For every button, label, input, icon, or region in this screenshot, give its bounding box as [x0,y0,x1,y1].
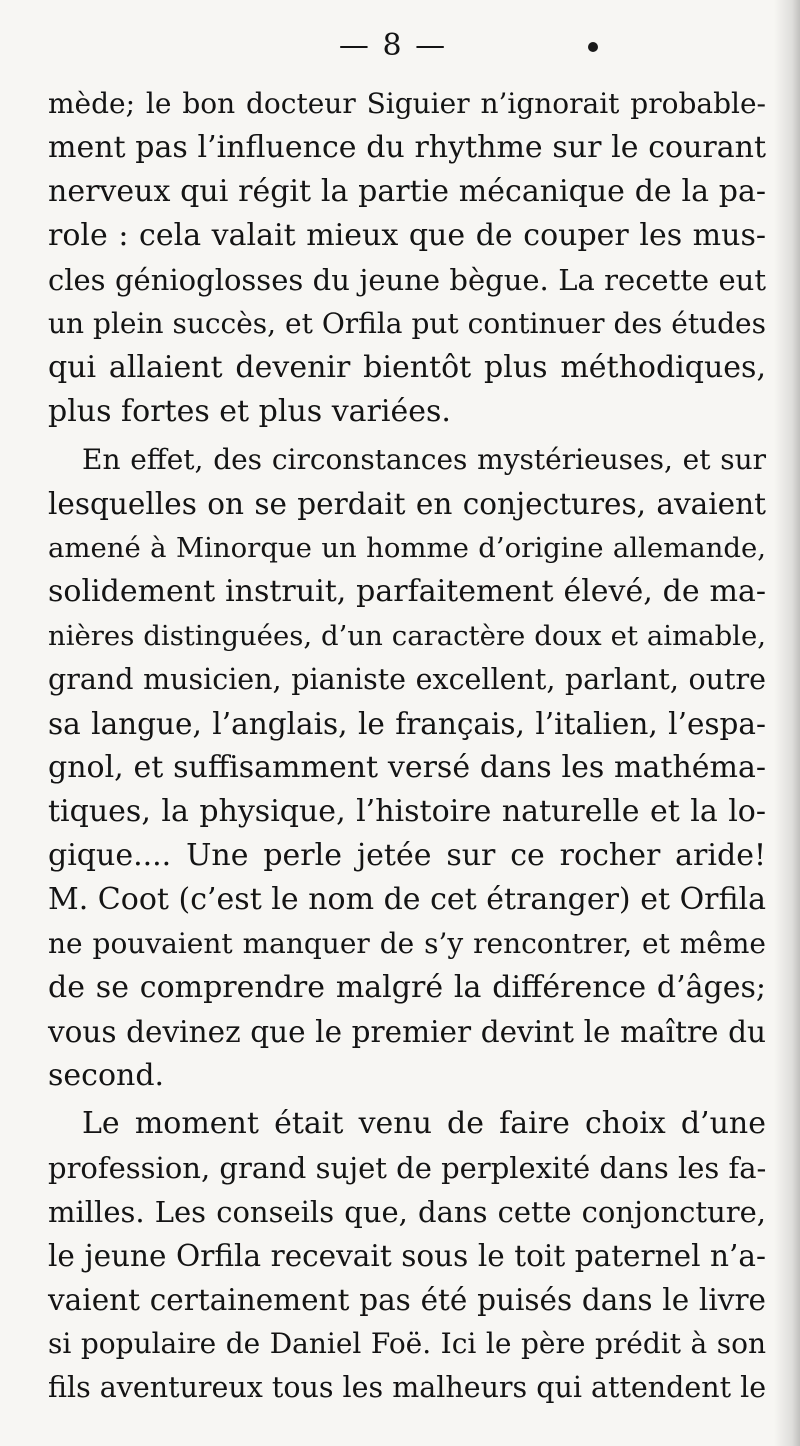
text-line: En effet, des circonstances mystérieuses, et sur [82,443,766,476]
text-line: nières distinguées, d’un caractère doux et aimable, [48,620,766,652]
text-line: vous devinez que le premier devint le maître du [48,1015,766,1049]
text-line: vaient certainement pas été puisés dans le livre [48,1283,766,1317]
text-line: qui allaient devenir bientôt plus méthodiques, [48,350,766,385]
text-line: Le moment était venu de faire choix d’une [82,1106,766,1141]
text-line: si populaire de Daniel Foë. Ici le père prédit à son [48,1327,766,1360]
text-line: grand musicien, pianiste excellent, parlant, outre [48,663,766,696]
text-line: de se comprendre malgré la différence d’âges; [48,970,766,1005]
text-line: nerveux qui régit la partie mécanique de la pa- [48,174,766,209]
page-number: — 8 — [338,28,448,63]
text-line: M. Coot (c’est le nom de cet étranger) et Orfila [48,882,766,917]
ink-spot [588,42,598,52]
text-line: solidement instruit, parfaitement élevé, de ma- [48,574,766,609]
text-line: fils aventureux tous les malheurs qui attendent le [48,1371,767,1404]
text-line: milles. Les conseils que, dans cette conjoncture, [48,1195,766,1229]
text-line: plus fortes et plus variées. [48,394,451,429]
text-line: ne pouvaient manquer de s’y rencontrer, et même [48,927,766,960]
text-line: ment pas l’influence du rhythme sur le courant [48,130,766,165]
text-line: amené à Minorque un homme d’origine allemande, [48,532,766,564]
text-line: profession, grand sujet de perplexité dans les fa- [48,1151,767,1185]
text-line: gnol, et suffisamment versé dans les mathéma- [48,750,766,785]
text-line: mède; le bon docteur Siguier n’ignorait probable- [48,87,766,120]
text-line: tiques, la physique, l’histoire naturelle et la lo- [48,794,766,829]
text-line: sa langue, l’anglais, le français, l’italien, l’espa- [48,707,766,741]
text-line: gique.... Une perle jetée sur ce rocher aride! [48,838,766,873]
text-line: second. [48,1058,165,1093]
text-line: cles génioglosses du jeune bègue. La recette eut [48,263,766,297]
page-header [0,28,800,72]
text-line: role : cela valait mieux que de couper les mus- [48,218,766,253]
page-edge-shadow [774,0,800,1446]
text-line: le jeune Orfila recevait sous le toit paternel n’a- [48,1239,766,1273]
text-line: lesquelles on se perdait en conjectures, avaient [48,487,766,521]
text-line: un plein succès, et Orfila put continuer des études [48,307,766,340]
